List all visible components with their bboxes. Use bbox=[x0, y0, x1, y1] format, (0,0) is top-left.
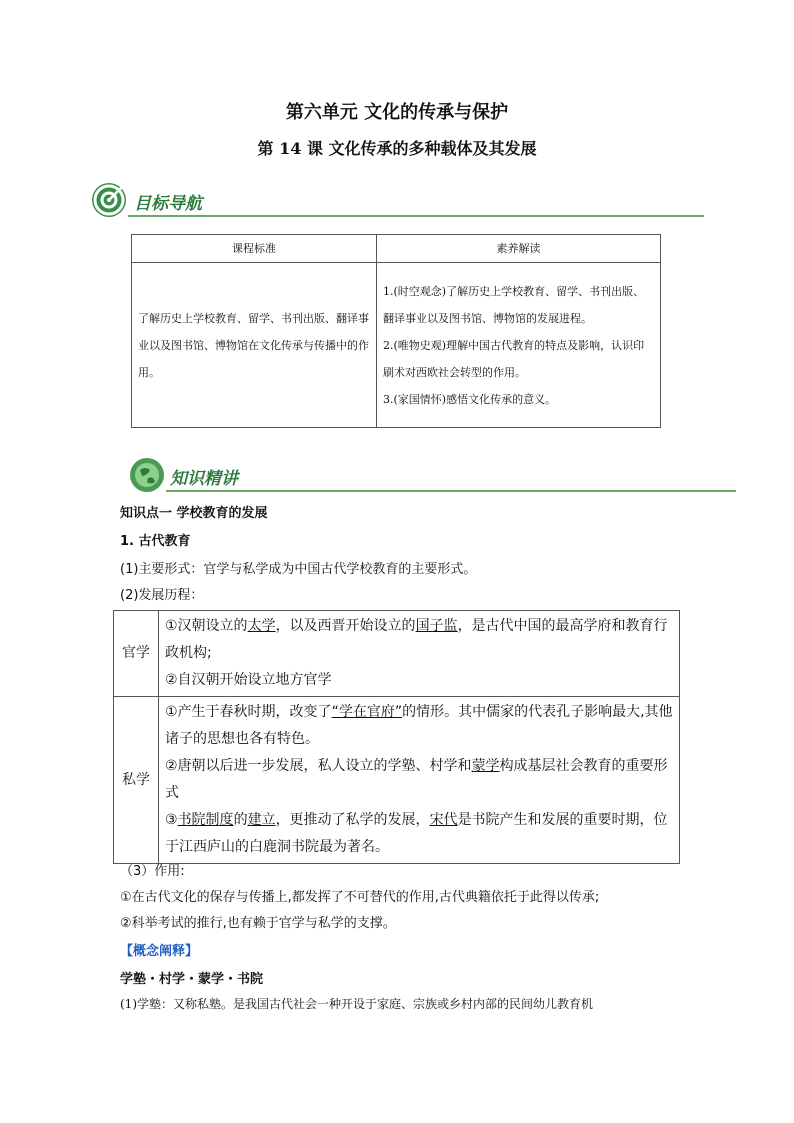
keyword: 蒙学 bbox=[471, 758, 500, 774]
keyword: 书院制度 bbox=[177, 812, 234, 828]
keyword: 建立 bbox=[247, 812, 276, 828]
standards-item: 3.(家国情怀)感悟文化传承的意义。 bbox=[383, 392, 557, 406]
keyword: 宋代 bbox=[429, 812, 458, 828]
development-table bbox=[113, 610, 680, 864]
keyword: 太学 bbox=[247, 618, 276, 634]
guanxue-text: ①汉朝设立的 bbox=[165, 618, 248, 634]
banner-divider bbox=[166, 490, 736, 492]
effect-item: ②科举考试的推行,也有赖于官学与私学的支撑。 bbox=[120, 916, 396, 931]
keyword: “学在官府” bbox=[331, 704, 403, 720]
standards-left-cell: 了解历史上学校教育、留学、书刊出版、翻译事业以及图书馆、博物馆在文化传承与传播中的作用。 bbox=[132, 263, 377, 428]
sixue-text: ，更推动了私学的发展， bbox=[275, 812, 430, 828]
effect-label: （3）作用: bbox=[120, 864, 185, 879]
concept-heading: 【概念阐释】 bbox=[120, 944, 199, 959]
knowledge-point-title: 知识点一 学校教育的发展 bbox=[120, 506, 268, 521]
main-form-line bbox=[120, 558, 476, 577]
concept-terms: 学塾・村学・蒙学・书院 bbox=[120, 972, 264, 987]
lesson-title: 第 14 课 文化传承的多种载体及其发展 bbox=[257, 139, 537, 158]
standards-table bbox=[131, 234, 661, 428]
guanxue-text: ，以及西晋开始设立的 bbox=[275, 618, 416, 634]
sixue-text: 构成基层社会教育的重要形式 bbox=[165, 758, 668, 801]
guanxue-text: ，是古代中国的最高学府和教育行政机构; bbox=[165, 618, 668, 661]
keyword: 国子监 bbox=[415, 618, 458, 634]
standards-item: 1.(时空观念)了解历史上学校教育、留学、书刊出版、翻译事业以及图书馆、博物馆的发展进程。 bbox=[383, 284, 645, 325]
main-form-label: (1)主要形式： bbox=[120, 562, 204, 577]
sixue-text: ①产生于春秋时期，改变了 bbox=[165, 704, 332, 720]
guanxue-content bbox=[159, 611, 680, 697]
banner-divider bbox=[128, 215, 704, 217]
guanxue-text: ②自汉朝开始设立地方官学 bbox=[165, 672, 332, 688]
effect-item: ①在古代文化的保存与传播上,都发挥了不可替代的作用,古代典籍依托于此得以传承; bbox=[120, 890, 600, 905]
globe-icon bbox=[130, 458, 164, 492]
sixue-text: ②唐朝以后进一步发展，私人设立的学塾、村学和 bbox=[165, 758, 472, 774]
sixue-text: 的情形。其中儒家的代表孔子影响最大,其他诸子的思想也各有特色。 bbox=[165, 704, 673, 747]
standards-header-left: 课程标准 bbox=[132, 235, 377, 263]
sixue-content bbox=[159, 697, 680, 864]
standards-header-right: 素养解读 bbox=[377, 235, 661, 263]
target-icon bbox=[92, 183, 126, 217]
guanxue-label: 官学 bbox=[114, 611, 159, 697]
sixue-text: 的 bbox=[233, 812, 248, 828]
target-banner-title: 目标导航 bbox=[134, 194, 202, 214]
unit-title: 第六单元 文化的传承与保护 bbox=[285, 102, 509, 123]
knowledge-banner bbox=[130, 458, 736, 494]
section-heading: 1. 古代教育 bbox=[120, 534, 191, 549]
concept-definition: (1)学塾：又称私塾。是我国古代社会一种开设于家庭、宗族或乡村内部的民间幼儿教育机 bbox=[120, 997, 594, 1011]
main-form-text: 官学与私学成为中国古代学校教育的主要形式。 bbox=[203, 562, 477, 577]
target-banner bbox=[92, 183, 704, 219]
standards-item: 2.(唯物史观)理解中国古代教育的特点及影响，认识印刷术对西欧社会转型的作用。 bbox=[383, 338, 645, 379]
sixue-text: ③ bbox=[165, 812, 178, 828]
history-label: (2)发展历程： bbox=[120, 588, 204, 603]
sixue-label: 私学 bbox=[114, 697, 159, 864]
standards-right-cell bbox=[377, 263, 661, 428]
sixue-text: 是书院产生和发展的重要时期，位于江西庐山的白鹿洞书院最为著名。 bbox=[165, 812, 668, 855]
knowledge-banner-title: 知识精讲 bbox=[170, 469, 238, 489]
